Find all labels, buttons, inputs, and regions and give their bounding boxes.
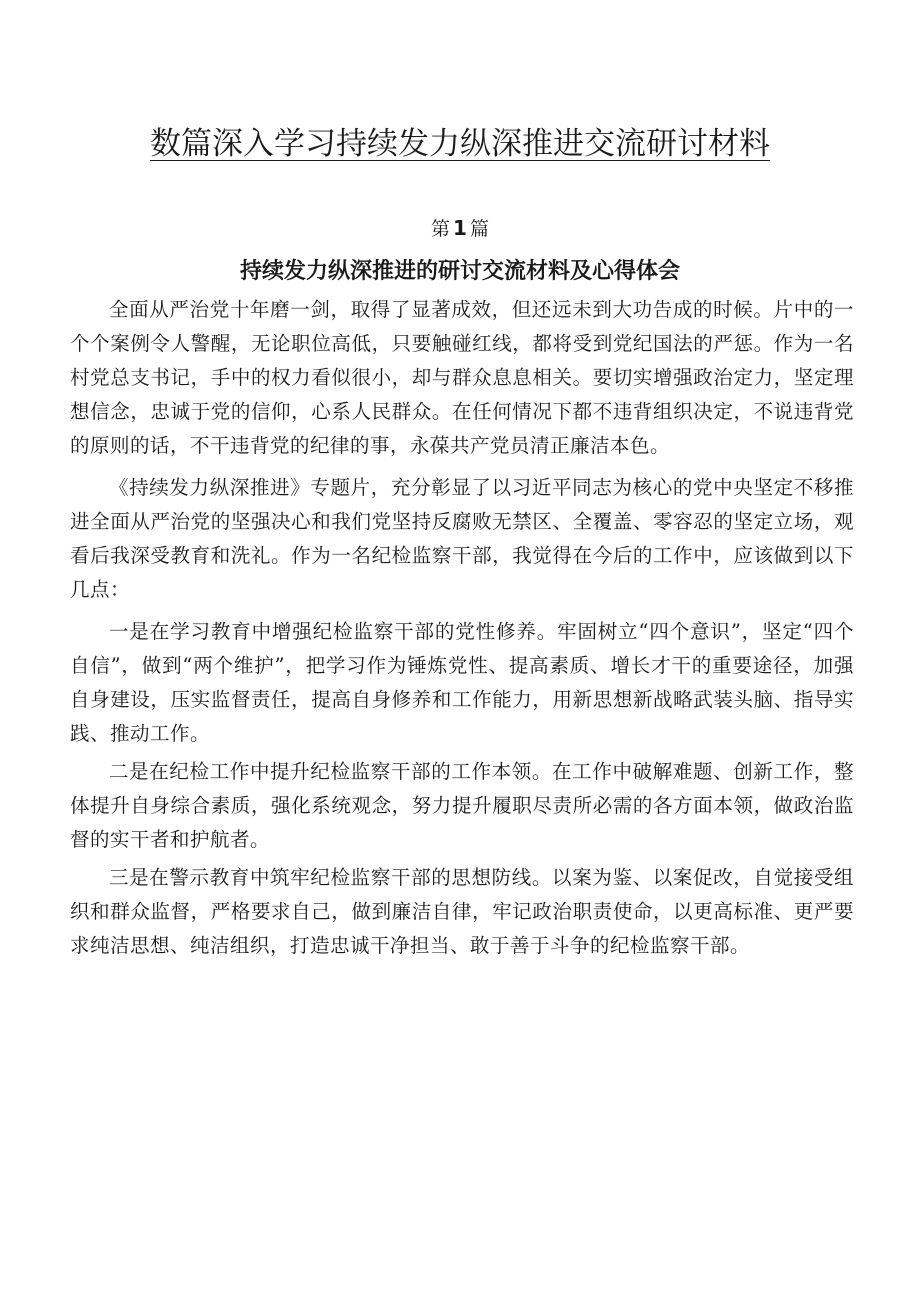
paragraph-point-one: 一是在学习教育中增强纪检监察干部的党性修养。牢固树立“四个意识”，坚定“四个自信”，做到“两个维护”，把学习作为锤炼党性、提高素质、增长才干的重要途径，加强自身建设，压实监督责任，提高自身修养和工作能力，用新思想新战略武装头脑、指导实践、推动工作。: [70, 620, 854, 745]
paragraph-point-three: 三是在警示教育中筑牢纪检监察干部的思想防线。以案为鉴、以案促改，自觉接受组织和群众监督，严格要求自己，做到廉洁自律，牢记政治职责使命，以更高标准、更严要求纯洁思想、纯洁组织，打造忠诚干净担当、敢于善于斗争的纪检监察干部。: [70, 866, 854, 957]
paragraph-point-two: 二是在纪检工作中提升纪检监察干部的工作本领。在工作中破解难题、创新工作，整体提升自身综合素质，强化系统观念，努力提升履职尽责所必需的各方面本领，做政治监督的实干者和护航者。: [70, 760, 854, 851]
chapter-heading: [0, 214, 920, 241]
section-subtitle: 持续发力纵深推进的研讨交流材料及心得体会: [239, 259, 680, 284]
chapter-prefix: 第: [431, 218, 451, 240]
chapter-number: 1: [453, 216, 467, 240]
paragraph-intro: 全面从严治党十年磨一剑，取得了显著成效，但还远未到大功告成的时候。片中的一个个案例令人警醒，无论职位高低，只要触碰红线，都将受到党纪国法的严惩。作为一名村党总支书记，手中的权力看似很小，却与群众息息相关。要切实增强政治定力，坚定理想信念，忠诚于党的信仰，心系人民群众。在任何情况下都不违背组织决定，不说违背党的原则的话，不干违背党的纪律的事，永葆共产党员清正廉洁本色。: [70, 298, 854, 457]
paragraph-documentary: 《持续发力纵深推进》专题片，充分彰显了以习近平同志为核心的党中央坚定不移推进全面从严治党的坚强决心和我们党坚持反腐败无禁区、全覆盖、零容忍的坚定立场，观看后我深受教育和洗礼。作为一名纪检监察干部，我觉得在今后的工作中，应该做到以下几点：: [70, 476, 854, 601]
chapter-suffix: 篇: [469, 218, 489, 240]
body-text: [70, 293, 854, 967]
document-title: 数篇深入学习持续发力纵深推进交流研讨材料: [150, 126, 770, 162]
